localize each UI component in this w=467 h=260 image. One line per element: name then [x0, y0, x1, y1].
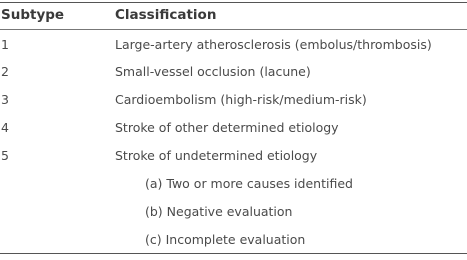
classification-cell: (c) Incomplete evaluation: [145, 232, 306, 247]
table-row: [0, 92, 467, 120]
table-row: [0, 148, 467, 176]
classification-cell: (b) Negative evaluation: [145, 204, 293, 219]
table-row: [0, 37, 467, 65]
header-subtype: Subtype: [1, 7, 65, 23]
table-row: [0, 64, 467, 92]
table-bottom-rule: [0, 253, 467, 254]
subtype-cell: 2: [1, 64, 9, 79]
classification-cell: Stroke of other determined etiology: [115, 120, 339, 135]
subtype-cell: 1: [1, 37, 9, 52]
header-classification: Classification: [115, 7, 217, 23]
classification-cell: Large-artery atherosclerosis (embolus/thrombosis): [115, 37, 432, 52]
subtype-cell: 5: [1, 148, 9, 163]
classification-cell: (a) Two or more causes identified: [145, 176, 353, 191]
subtype-cell: 3: [1, 92, 9, 107]
subtype-cell: 4: [1, 120, 9, 135]
classification-cell: Small-vessel occlusion (lacune): [115, 64, 311, 79]
table-row: [0, 176, 467, 204]
table-row: [0, 204, 467, 232]
table-top-rule: [0, 2, 467, 3]
classification-cell: Stroke of undetermined etiology: [115, 148, 318, 163]
table-row: [0, 120, 467, 148]
table-header-rule: [0, 29, 467, 30]
classification-cell: Cardioembolism (high-risk/medium-risk): [115, 92, 367, 107]
